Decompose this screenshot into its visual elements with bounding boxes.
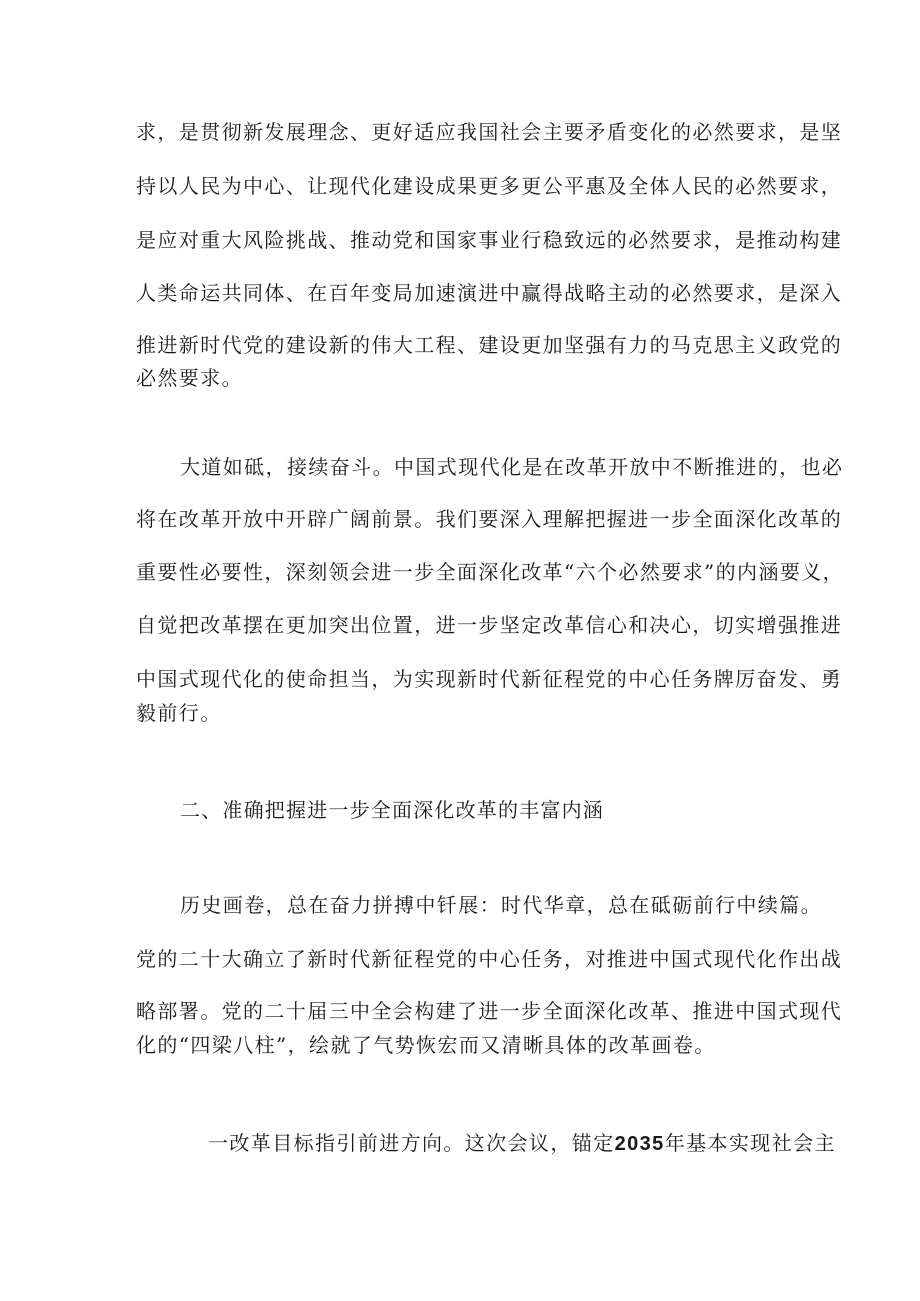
paragraph-line: 重要性必要性，深刻领会进一步全面深化改革“六个必然要求”的内涵要义， bbox=[136, 560, 845, 584]
paragraph-line: 是应对重大风险挑战、推动党和国家事业行稳致远的必然要求，是推动构建 bbox=[136, 228, 843, 252]
paragraph-line: 求，是贯彻新发展理念、更好适应我国社会主要矛盾变化的必然要求，是坚 bbox=[136, 120, 843, 144]
paragraph-line: 推进新时代党的建设新的伟大工程、建设更加坚强有力的马克思主义政党的 bbox=[136, 333, 843, 357]
paragraph-line: 中国式现代化的使命担当，为实现新时代新征程党的中心任务牌厉奋发、勇 bbox=[136, 667, 843, 691]
paragraph-4-year: 2035 bbox=[614, 1133, 665, 1155]
paragraph-line: 略部署。党的二十届三中全会构建了进一步全面深化改革、推进中国式现代 bbox=[136, 999, 843, 1023]
section-heading: 二、准确把握进一步全面深化改革的丰富内涵 bbox=[180, 798, 604, 822]
paragraph-line: 必然要求。 bbox=[136, 366, 243, 390]
paragraph-line: 自觉把改革摆在更加突出位置，进一步坚定改革信心和决心，切实增强推进 bbox=[136, 613, 843, 637]
paragraph-line: 化的“四梁八柱”，绘就了气势恢宏而又清晰具体的改革画卷。 bbox=[136, 1033, 716, 1057]
paragraph-line: 毅前行。 bbox=[136, 701, 222, 725]
paragraph-line: 将在改革开放中开辟广阔前景。我们要深入理解把握进一步全面深化改革的 bbox=[136, 507, 843, 531]
paragraph-line: 历史画卷，总在奋力拼搏中钎展：时代华章，总在砥砺前行中续篇。 bbox=[180, 893, 822, 917]
paragraph-line: 持以人民为中心、让现代化建设成果更多更公平惠及全体人民的必然要求， bbox=[136, 174, 843, 198]
paragraph-line: 党的二十大确立了新时代新征程党的中心任务，对推进中国式现代化作出战 bbox=[136, 947, 843, 971]
paragraph-4-line bbox=[208, 1129, 836, 1158]
paragraph-4-suffix: 年基本实现社会主 bbox=[664, 1131, 836, 1155]
paragraph-line: 人类命运共同体、在百年变局加速演进中赢得战略主动的必然要求，是深入 bbox=[136, 281, 843, 305]
paragraph-line: 大道如砥，接续奋斗。中国式现代化是在改革开放中不断推进的，也必 bbox=[180, 455, 844, 479]
paragraph-4-prefix: 一改革目标指引前进方向。这次会议，锚定 bbox=[208, 1131, 615, 1155]
